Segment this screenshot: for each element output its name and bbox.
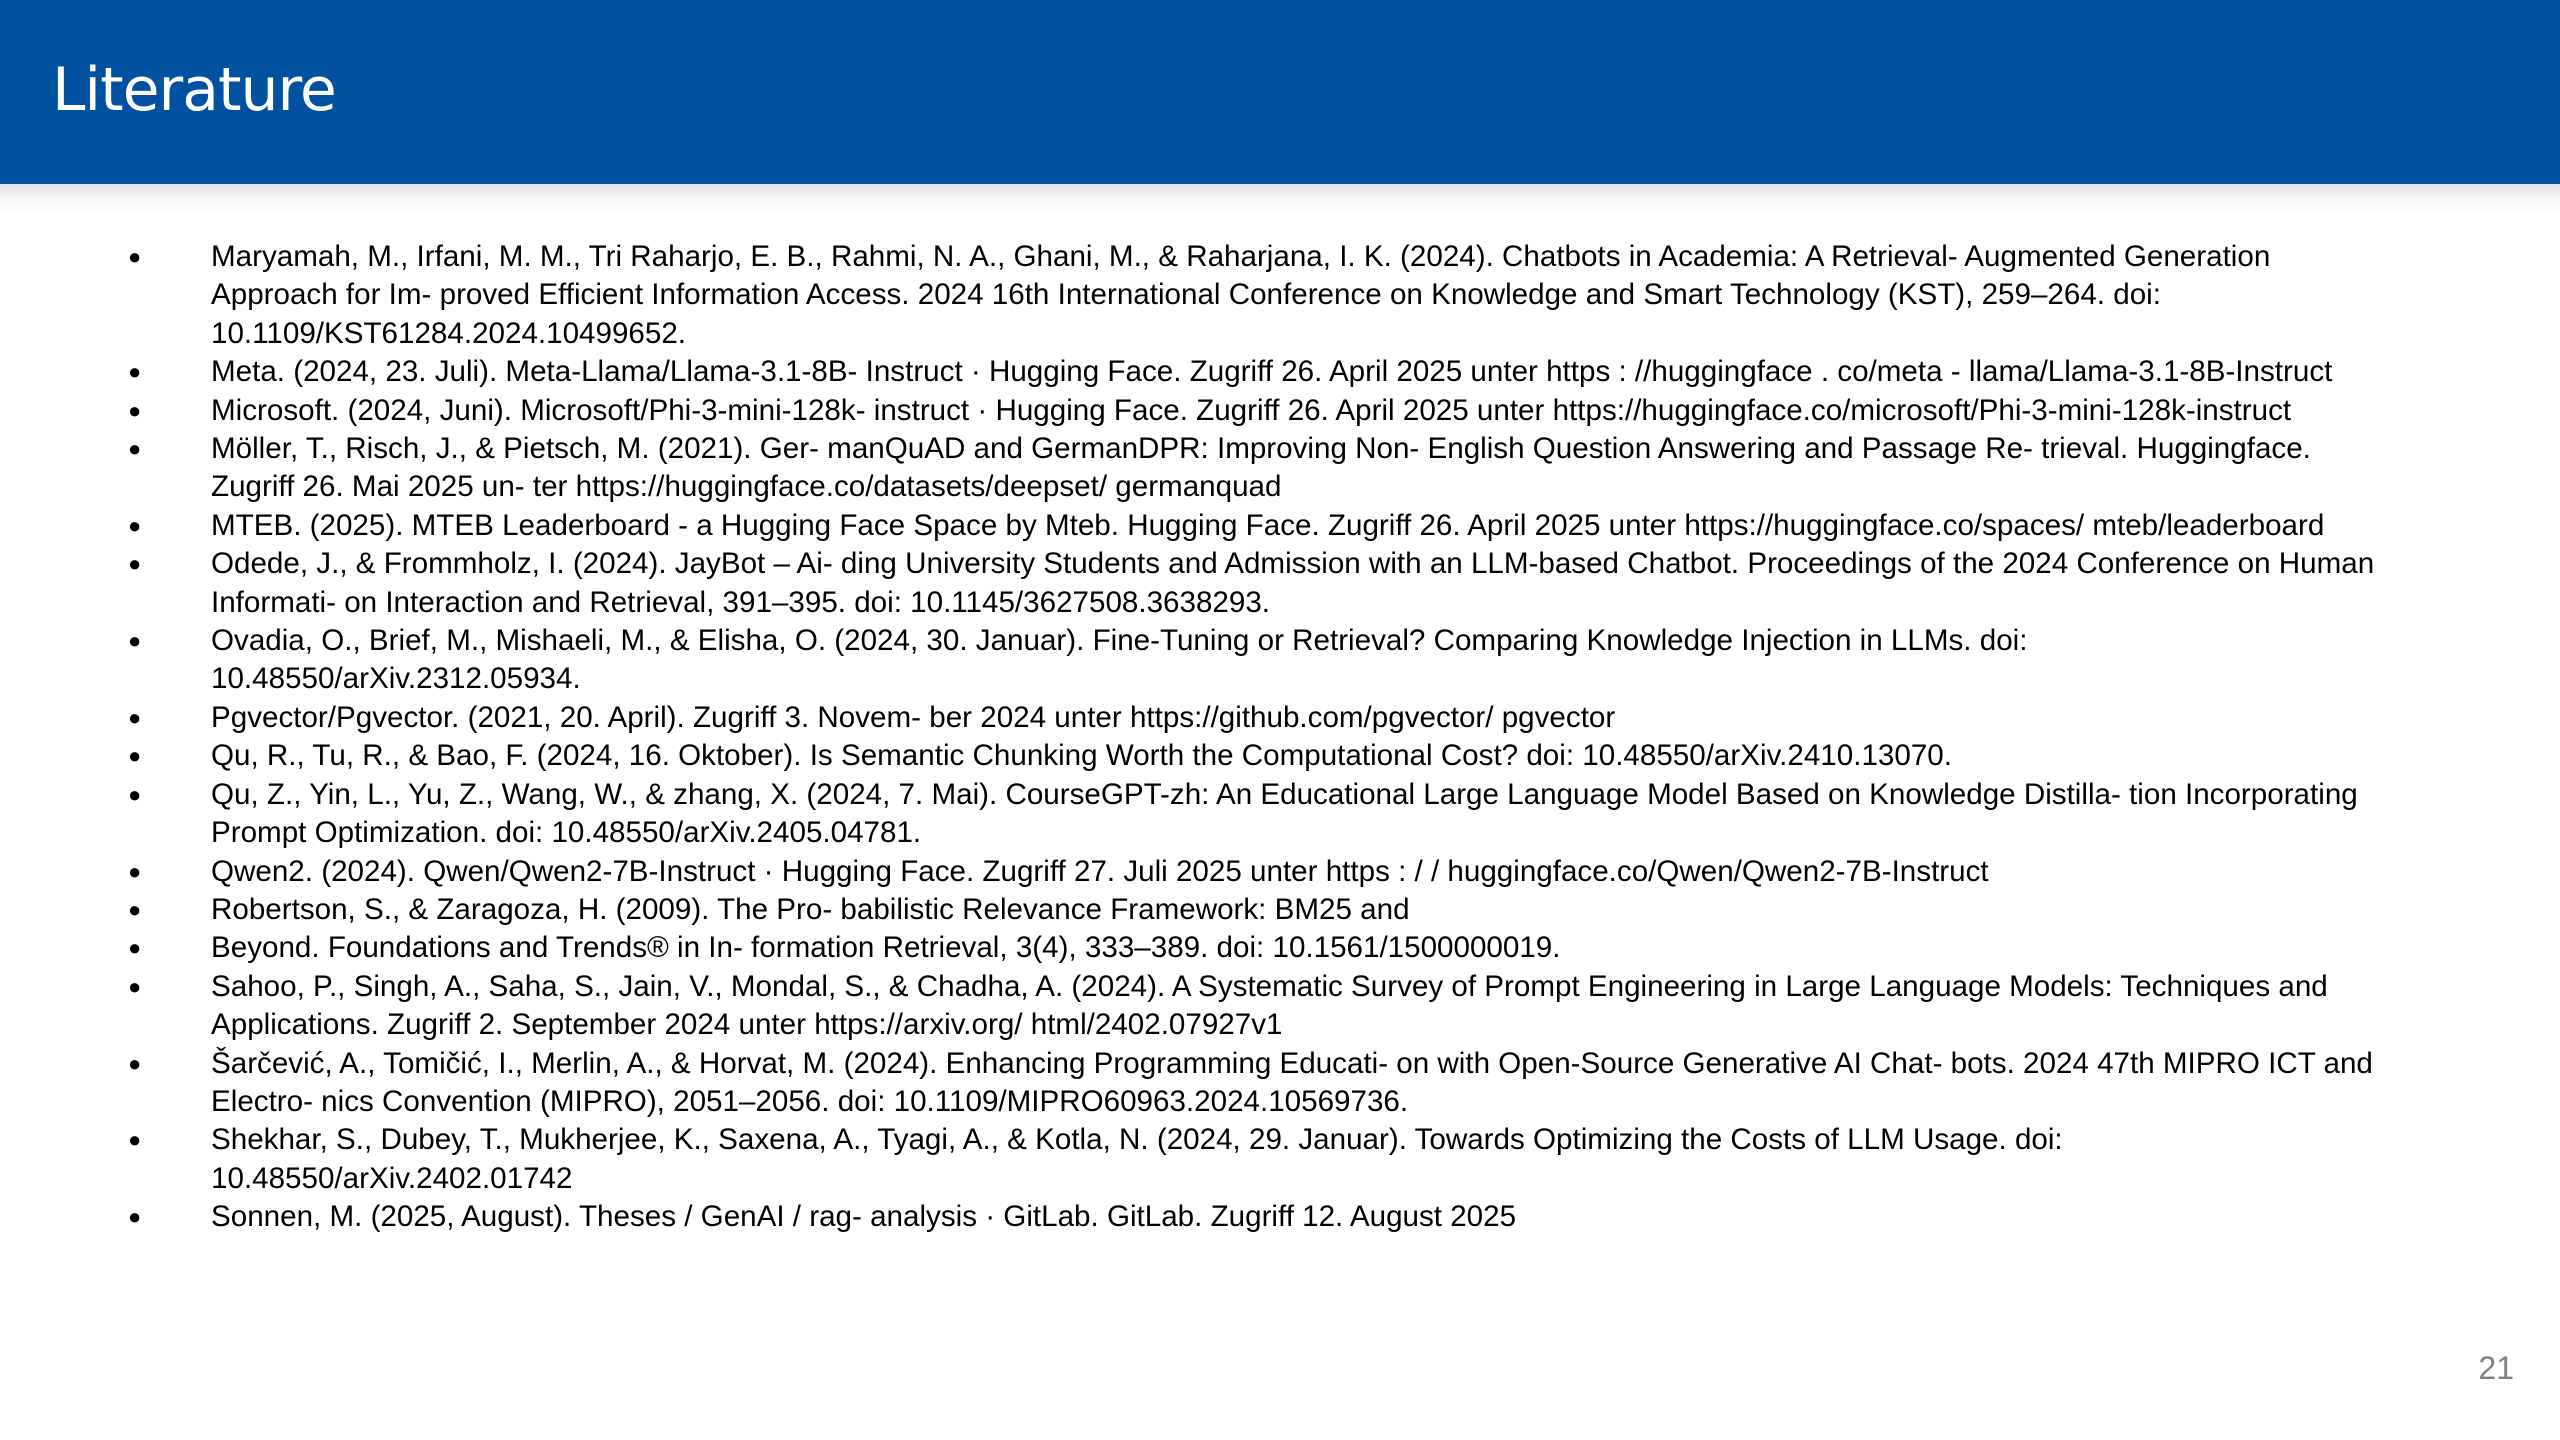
reference-text: Sahoo, P., Singh, A., Saha, S., Jain, V., Mondal, S., & Chadha, A. (2024). A Systematic Survey of Prompt Engineering in Large Language Models: Techniques and Applications. Zugriff 2. September 2024 unter https://arxiv.org/ html/2402.07927v1 (211, 969, 2328, 1042)
bullet-icon: ● (128, 743, 142, 769)
title-bar-shadow (0, 184, 2560, 214)
reference-item (128, 1198, 2378, 1236)
bullet-icon: ● (128, 628, 142, 654)
bullet-icon: ● (128, 1127, 142, 1153)
reference-item (128, 891, 2378, 929)
reference-text: Meta. (2024, 23. Juli). Meta-Llama/Llama-3.1-8B- Instruct · Hugging Face. Zugriff 26. April 2025 unter https : //huggingface . co/meta - llama/Llama-3.1-8B-Instruct (211, 355, 2333, 389)
reference-text: Qu, R., Tu, R., & Bao, F. (2024, 16. Oktober). Is Semantic Chunking Worth the Computational Cost? doi: 10.48550/arXiv.2410.13070. (211, 739, 1952, 773)
bullet-icon: ● (128, 896, 142, 922)
reference-item (128, 430, 2378, 507)
reference-text: Ovadia, O., Brief, M., Mishaeli, M., & Elisha, O. (2024, 30. Januar). Fine-Tuning or Retrieval? Comparing Knowledge Injection in LLMs. doi: 10.48550/arXiv.2312.05934. (211, 624, 2028, 696)
bullet-icon: ● (128, 436, 142, 462)
reference-text: Sonnen, M. (2025, August). Theses / GenAI / rag- analysis · GitLab. GitLab. Zugriff 12. August 2025 (211, 1200, 1517, 1234)
bullet-icon: ● (128, 244, 142, 269)
reference-text: Šarčević, A., Tomičić, I., Merlin, A., & Horvat, M. (2024). Enhancing Programming Educati- on with Open-Source Generative AI Chat- bots. 2024 47th MIPRO ICT and Electro- nics Convention (MIPRO), 2051–2056. doi: 10.1109/MIPRO60963.2024.10569736. (211, 1046, 2373, 1118)
reference-text: Microsoft. (2024, Juni). Microsoft/Phi-3-mini-128k- instruct · Hugging Face. Zugriff 26. April 2025 unter https://huggingface.co/microsoft/Phi-3-mini-128k-instruct (211, 393, 2292, 427)
reference-item (128, 737, 2378, 775)
reference-item (128, 545, 2378, 622)
reference-item (128, 353, 2378, 391)
reference-text: Beyond. Foundations and Trends® in In- formation Retrieval, 3(4), 333–389. doi: 10.1561/1500000019. (211, 931, 1561, 965)
reference-text: Robertson, S., & Zaragoza, H. (2009). The Pro- babilistic Relevance Framework: BM25 and (211, 892, 1410, 926)
reference-text: Möller, T., Risch, J., & Pietsch, M. (2021). Ger- manQuAD and GermanDPR: Improving Non- English Question Answering and Passage Re- trieval. Huggingface. Zugriff 26. Mai 2025 un- ter https://huggingface.co/datasets/deepset/ germanquad (211, 432, 2311, 504)
bullet-icon: ● (128, 781, 142, 807)
slide-title: Literature (52, 55, 336, 125)
reference-item (128, 1121, 2378, 1198)
reference-text: Pgvector/Pgvector. (2021, 20. April). Zugriff 3. Novem- ber 2024 unter https://github.com/pgvector/ pgvector (211, 700, 1616, 734)
bullet-icon: ● (128, 512, 142, 538)
page-number: 21 (2478, 1350, 2514, 1386)
reference-item (128, 968, 2378, 1045)
reference-item (128, 507, 2378, 545)
reference-item (128, 929, 2378, 967)
reference-item (128, 238, 2378, 353)
reference-item (128, 776, 2378, 853)
bullet-icon: ● (128, 858, 142, 884)
reference-item (128, 392, 2378, 430)
reference-list (128, 238, 2378, 1237)
bullet-icon: ● (128, 397, 142, 423)
bullet-icon: ● (128, 1204, 142, 1230)
reference-text: MTEB. (2025). MTEB Leaderboard - a Hugging Face Space by Mteb. Hugging Face. Zugriff 26. April 2025 unter https://huggingface.co/spaces/ mteb/leaderboard (211, 508, 2325, 542)
bullet-icon: ● (128, 1050, 142, 1076)
bullet-icon: ● (128, 935, 142, 961)
reference-item (128, 622, 2378, 699)
bullet-icon: ● (128, 551, 142, 577)
reference-text: Shekhar, S., Dubey, T., Mukherjee, K., Saxena, A., Tyagi, A., & Kotla, N. (2024, 29. Januar). Towards Optimizing the Costs of LLM Usage. doi: 10.48550/arXiv.2402.01742 (211, 1123, 2063, 1195)
reference-item (128, 853, 2378, 891)
reference-item (128, 1045, 2378, 1122)
title-bar (0, 0, 2560, 184)
reference-text: Qu, Z., Yin, L., Yu, Z., Wang, W., & zhang, X. (2024, 7. Mai). CourseGPT-zh: An Educational Large Language Model Based on Knowledge Distilla- tion Incorporating Prompt Optimization. doi: 10.48550/arXiv.2405.04781. (211, 777, 2358, 850)
reference-text: Qwen2. (2024). Qwen/Qwen2-7B-Instruct · Hugging Face. Zugriff 27. Juli 2025 unter https : / / huggingface.co/Qwen/Qwen2-7B-Instruct (211, 854, 1989, 888)
reference-text: Maryamah, M., Irfani, M. M., Tri Raharjo, E. B., Rahmi, N. A., Ghani, M., & Raharjana, I. K. (2024). Chatbots in Academia: A Retrieval- Augmented Generation Approach for Im- proved Efficient Information Access. 2024 16th International Conference on Knowledge and Smart Technology (KST), 259–264. doi: 10.1109/KST61284.2024.10499652. (211, 240, 2271, 350)
bullet-icon: ● (128, 973, 142, 999)
bullet-icon: ● (128, 359, 142, 385)
reference-item (128, 699, 2378, 737)
bullet-icon: ● (128, 704, 142, 730)
reference-text: Odede, J., & Frommholz, I. (2024). JayBot – Ai- ding University Students and Admission with an LLM-based Chatbot. Proceedings of the 2024 Conference on Human Informati- on Interaction and Retrieval, 391–395. doi: 10.1145/3627508.3638293. (211, 547, 2375, 619)
